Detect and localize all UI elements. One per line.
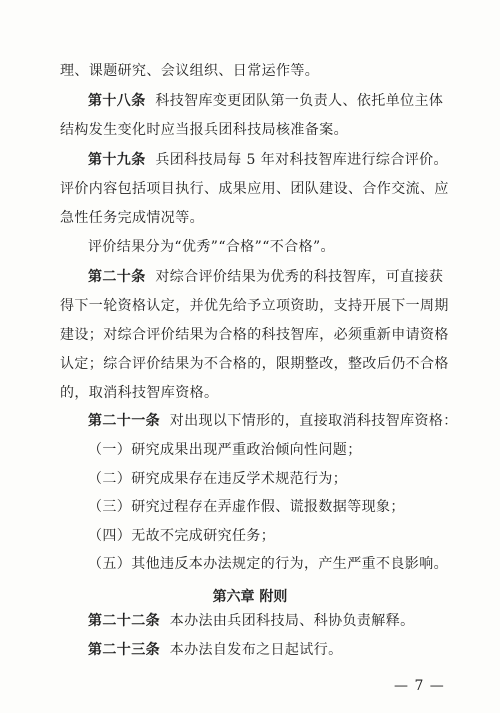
article-label: 第二十三条: [88, 642, 160, 658]
article-19: 第十九条 兵团科技局每 5 年对科技智库进行综合评价。: [88, 152, 448, 168]
paragraph-line: 结构发生变化时应当报兵团科技局核准备案。: [60, 122, 348, 138]
article-label: 第十八条: [88, 93, 146, 109]
paragraph-line: 评价内容包括项目执行、成果应用、团队建设、合作交流、应: [60, 181, 449, 197]
article-label: 第二十条: [88, 269, 146, 285]
list-item: （一）研究成果出现严重政治倾向性问题；: [88, 442, 362, 458]
paragraph-line: 的，取消科技智库资格。: [60, 385, 219, 401]
paragraph-line: 急性任务完成情况等。: [60, 210, 204, 226]
article-18: 第十八条 科技智库变更团队第一负责人、依托单位主体: [88, 93, 444, 109]
paragraph-line: 认定；综合评价结果为不合格的，限期整改，整改后仍不合格: [60, 356, 449, 372]
paragraph-line: 得下一轮资格认定，并优先给予立项资助，支持开展下一周期: [60, 298, 449, 314]
list-item: （二）研究成果存在违反学术规范行为；: [88, 471, 348, 487]
list-item: （五）其他违反本办法规定的行为，产生严重不良影响。: [88, 556, 448, 572]
paragraph-line: 建设；对综合评价结果为合格的科技智库，必须重新申请资格: [60, 327, 449, 343]
page-number: — 7 —: [394, 678, 445, 694]
article-22: 第二十二条 本办法由兵团科技局、科协负责解释。: [88, 613, 415, 629]
paragraph-line: 理、课题研究、会议组织、日常运作等。: [60, 63, 320, 79]
chapter-title: 第六章 附则: [212, 589, 288, 605]
article-label: 第十九条: [88, 152, 146, 168]
article-20: 第二十条 对综合评价结果为优秀的科技智库，可直接获: [88, 269, 444, 285]
article-21: 第二十一条 对出现以下情形的，直接取消科技智库资格：: [88, 413, 458, 429]
list-item: （三）研究过程存在弄虚作假、谎报数据等现象；: [88, 499, 405, 515]
paragraph-line: 评价结果分为“优秀”“合格”“不合格”。: [88, 239, 335, 255]
article-label: 第二十二条: [88, 613, 160, 629]
article-label: 第二十一条: [88, 413, 160, 429]
list-item: （四）无故不完成研究任务；: [88, 528, 276, 544]
article-23: 第二十三条 本办法自发布之日起试行。: [88, 642, 343, 658]
